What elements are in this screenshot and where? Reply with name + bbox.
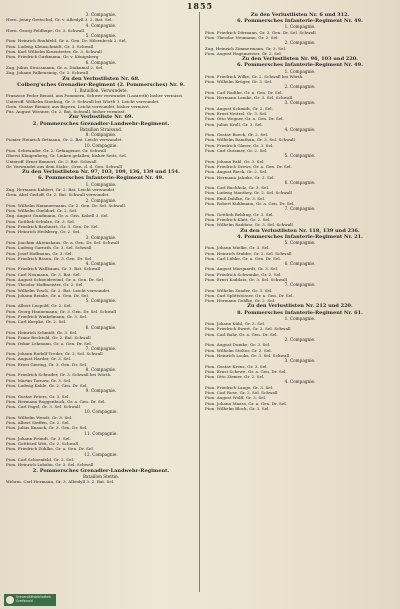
list-entry: Pion. Carl Bahr, Gr. a. Gen. Dr. Sel. (205, 331, 278, 337)
library-logo-line2: Greifswald (16, 599, 33, 603)
list-entry: Pion. Wilhelm Raddatz, Gr. 3. Sel. Schwall (205, 222, 293, 228)
list-entry: Pion. Friedrich Dörmann, Gr. 3. Gen. Dr. Sel. Schwall (205, 29, 316, 35)
list-entry: Pion. Gustav Peters, Gr. 3. Sel. (6, 393, 70, 399)
list-entry: Pion. Friedrich Lange, Gr. 3. Sel. (205, 384, 274, 390)
section-heading: Zu den Verlustlisten Nr. 118, 139 und 236. (240, 227, 360, 234)
subsection-heading: 5. Compagnie. (284, 153, 316, 159)
list-entry: Pion. Johann Mielke, Gr. 3. Sel. (205, 245, 270, 251)
list-entry: Pion. Ludwig Kleinschmidt, Gr. 3. Schwall (6, 43, 94, 49)
list-entry: Hern. Jenny Gretschel, Gr. v. Albedyll 3. 2. Bat. Sel. (6, 17, 113, 23)
subsection-heading: 11. Compagnie. (84, 430, 118, 436)
list-entry: Pion. Otto Wegner, Gr. a. Gen. Dr. Sel. (205, 116, 284, 122)
subsection-heading: 6. Compagnie. (284, 179, 316, 185)
list-entry: Pion. Friedrich Glaser, Gr. 3. Sel. (205, 142, 274, 148)
list-entry: Pion. Carl Rose, Gr. 2. Sel. Schwall (205, 390, 278, 396)
list-entry: Pion. Gottlieb Schulze, Gr. 3. Sel. (6, 218, 76, 224)
subsection-heading: 5. Compagnie. (85, 33, 117, 39)
list-entry: Pion. Carl Koepke, Gr. 2. Sel. (6, 319, 67, 325)
library-seal-icon (6, 596, 14, 604)
list-entry: Pion. Friedrich Braun, Gr. 3. Gen. Dr. Sel. (6, 255, 93, 261)
list-entry: Pion. Ernst Kaddatz, Gr. 3. Sel. Schwall (205, 276, 288, 282)
subsection-heading: 7. Compagnie. (85, 345, 117, 351)
subsection-heading: 5. Compagnie. (85, 298, 117, 304)
list-entry: Zug. Heinrich Zimmermann, Gr. 3. Sel. (205, 45, 287, 51)
list-entry: Oberst Klingenberg, Gr. Linken gefallen; bisher Seitz, Sel. (6, 153, 127, 159)
list-entry: Pion. Heinrich Stubbe, Gr. 2. Sel. Schwall (205, 250, 292, 256)
list-entry: Pion. Wilhelm Zander, Gr. 3. Sel. (205, 287, 273, 293)
section-heading: 6. Pommersches Infanterie-Regiment Nr. 49. (237, 62, 363, 69)
subsection-heading: 3. Compagnie. (85, 234, 117, 240)
list-entry: Pion. Johann Kühl, Gr. 3. Sel. (205, 321, 266, 327)
list-entry: Pion. Carl Schoenfeld, Gr. 2. Sel. (6, 457, 75, 463)
subsection-heading: 1. Bataillon. Verwundete. (74, 87, 128, 93)
section-heading: Zur Verlustliste Nr. 69. (68, 114, 134, 121)
list-entry: Pion. Heinrich Schmidt, Gr. 3. Sel. (6, 329, 78, 335)
section-heading: 2. Pommersches Grenadier-Landwehr-Regiment. (32, 467, 170, 474)
list-entry: Pion. Ludwig Manthey, Gr. 2. Sel. Schwall (205, 190, 292, 196)
list-entry: Zug. August Gundmann, Gr. a. Gen. Kabell 3. Sel. (6, 213, 109, 219)
list-entry: Pion. Friedrich Wallbaum, Gr. 3. Bat. Schwall (6, 266, 101, 272)
list-entry: Pionier Heinrich Ortmann, Gr. 2. Bat. Leicht verwundet. (6, 137, 123, 143)
subsection-heading: 4. Compagnie. (284, 126, 316, 132)
section-heading: Zu den Verlustlisten Nr. 97, 103, 109, 136, 139 und 154. (22, 169, 180, 176)
list-entry: Pion. Oskar Lehmann, Gr. a. Gen. Dr. Sel. (6, 340, 92, 346)
subsection-heading: 2. Compagnie. (85, 197, 117, 203)
list-entry: Pion. Carl Radtke, Gr. a. Gen. Dr. Sel. (205, 89, 283, 95)
subsection-heading: 10. Compagnie. (84, 142, 118, 148)
subsection-heading: 7. Compagnie. (284, 282, 316, 288)
section-heading: Colberg'sches Grenadier-Regiment (2. Pommersches) Nr. 9. (17, 81, 185, 88)
list-entry: Pion. August Wolff, Gr. 3. Sel. (205, 395, 267, 401)
list-entry: Pion. Karl Wilhelm Kosentreter, Gr. 3. Schwall (6, 49, 102, 55)
section-heading: 6. Pommersches Infanterie-Regiment Nr. 49. (237, 18, 363, 25)
list-entry: Pion. Ernst Schewe, Gr. a. Gen. Dr. Sel. (205, 368, 287, 374)
list-entry: Füs. August Wiesner, Gr. 2. Bat. Schwall, bisher vermisst. (6, 109, 126, 115)
section-heading: 8. Pommersches Infanterie-Regiment Nr. 61. (237, 309, 363, 316)
list-entry: Pion. Gustav Krenz, Gr. 3. Sel. (205, 363, 268, 369)
section-heading: Zu den Verlustlisten Nr. 6 und 312. (250, 12, 350, 18)
list-entry: Pion. August Rieck, Gr. 2. Sel. (205, 169, 268, 175)
subsection-heading: 6. Compagnie. (284, 261, 316, 267)
list-entry: Pion. Friedrich Wilke, Gr. 2. Schwall bei Wörth. (205, 73, 304, 79)
list-entry: Hern. Georg Feldhupe, Gr. 3. Schwall (6, 27, 84, 33)
list-entry: Pion. August Dumke, Gr. 3. Sel. (205, 342, 271, 348)
column-divider (199, 12, 200, 592)
subsection-heading: 6. Compagnie. (85, 59, 117, 65)
list-entry: Pion. Carl Buchholz, Gr. 3. Sel. (205, 185, 270, 191)
list-entry: Pion. Carl Neumann, Gr. 3. Bat. Sel. (6, 271, 81, 277)
list-entry: Zug. Hermann Kahlert, Gr. 2. Bat. Leicht verwundet (6, 186, 115, 192)
list-entry: Pion. Ernst Giering, Gr. 3. Gen. Dr. Sel. (6, 361, 88, 367)
list-entry: Pion. Albert Leopold, Gr. 2. Sel. (6, 303, 72, 309)
section-heading: Zu den Verlustlisten Nr. 212 und 220. (247, 303, 353, 310)
list-entry: Pion. Carl Gutzmer, Gr. 2. Sel. (205, 148, 268, 154)
list-entry: Pion. Gustav Boeck, Gr. 2. Sel. (205, 132, 269, 138)
list-entry: Pion. Wilhelm Hammermann, Gr. 2. Gen. Dr. Sel. Schwall. (6, 202, 127, 208)
subsection-heading: 3. Compagnie. (85, 12, 117, 17)
subsection-heading: 2. Compagnie. (284, 337, 316, 343)
subsection-heading: 2. Compagnie. (284, 40, 316, 46)
list-entry: Pion. Heinrich Rauhfeld, Gr. a. Gen. Dr. Hilsenbeck 2. Sel. (6, 38, 127, 44)
subsection-heading: 5. Compagnie. (284, 239, 316, 245)
list-entry: Pion. Carl Lübke, Gr. a. Gen. Dr. Sel. (205, 255, 281, 261)
list-entry: Pion. Johann Reinke, Gr. a. Gen. Dr. Sel. (6, 292, 90, 298)
subsection-heading: Bataillon Stralsund. (79, 126, 123, 132)
subsection-heading: 4. Compagnie. (85, 261, 117, 267)
list-entry: Pion. Heinrich Heilsberg, Gr. 2. Sel. (6, 229, 81, 235)
list-entry: Pion. Otto Ziemer, Gr. 2. Sel. (205, 374, 265, 380)
subsection-heading: 12. Compagnie. (84, 451, 118, 457)
library-logo-text (16, 596, 51, 604)
list-entry: Pion. Hermann Lemke, Gr. 3. Sel. Schwall (205, 95, 293, 101)
list-entry: Pion. Johann Maass, Gr. a. Gen. Dr. Sel. (205, 400, 287, 406)
list-entry: Pion. Carl Splittstösser, Gr. a. Gen. Dr. Sel. (205, 292, 294, 298)
list-entry: Gren. Abel Gerloff, Gr. 2. Bat. Schwall verwundet. (6, 192, 110, 198)
section-heading: Zu den Verlustlisten Nr. 96, 103 und 220. (242, 56, 358, 63)
list-entry: Pion. Friedrich Drews, Gr. a. Gen. Dr. Sel. (205, 163, 292, 169)
list-entry: Pion. Franz Bechtold, Gr. 2. Bat. Schwall (6, 335, 91, 341)
list-entry: Pion. Gottfried Witt, Gr. 2. Schwall (6, 441, 79, 447)
subsection-heading: 1. Compagnie. (85, 181, 117, 187)
list-entry: Pion. Josef Hoffmann, Gr. 3. Sel. (6, 250, 73, 256)
list-entry: Pion. Schwander, Gr. 2. Gefangener, Gr. Schwall (6, 148, 106, 154)
list-entry: Pion. Wilhelm Gueldorf, Gr. 2. Sel. (6, 208, 78, 214)
subsection-heading: 10. Compagnie. (84, 409, 118, 415)
list-entry: Unteroff. Wilhelm Stoebsig, Gr. 3. Schwall bei Wörth 3. Leicht verwundet. (6, 98, 160, 104)
list-entry: Pion. Friedrich Klatt, Gr. 2. Sel. (205, 216, 271, 222)
subsection-heading: 9. Compagnie. (85, 388, 117, 394)
subsection-heading: 3. Compagnie. (284, 358, 316, 364)
list-entry: Pion. Theodor Neumann, Gr. 2. Sel. (205, 35, 279, 40)
list-entry: Pion. August Harder, Gr. 3. Sel. (6, 356, 72, 362)
list-entry: Pion. Friedrich Winkelmann, Gr. 3. Sel. (6, 314, 88, 320)
section-heading: 4. Pommersches Infanterie-Regiment Nr. 21. (237, 233, 363, 240)
list-entry: Pion. August Marquardt, Gr. 3. Sel. (205, 266, 279, 272)
right-column (205, 12, 395, 592)
list-entry: Pion. Emil Dahlke, Gr. 3. Sel. (205, 195, 266, 201)
list-entry: Pion. Friedrich Zühlke, Gr. a. Gen. Dr. Sel. (6, 446, 94, 452)
list-entry: Wehrm. Carl Hermann, Gr. 3. Albedyll 3. 2. Bat. Sel. (6, 479, 115, 485)
list-entry: Pion. Hermann Jahnke, Gr. 3. Sel. (205, 174, 275, 180)
list-entry: Pion. Johann Fründt, Gr. 3. Sel. (6, 435, 71, 441)
list-entry: Pion. Martin Tornow, Gr. 3. Sel. (6, 377, 72, 383)
list-entry: Pion. Friedrich Schrader, Gr. 3. Schwall bei Wörth. (6, 372, 112, 378)
list-entry: Pion. Wilhelm Krüger, Gr. 3. Sel. (205, 79, 273, 85)
list-entry: Pion. Friedrich Ewert, Gr. 2. Sel. Schwall (205, 326, 291, 332)
subsection-heading: 1. Compagnie. (284, 24, 316, 30)
list-entry: Pion. Friedrich Schwanke, Gr. 2. Sel. (205, 271, 282, 277)
list-entry: Pion. Gottlieb Behling, Gr. 3. Sel. (205, 211, 274, 217)
list-entry: Pion. Johann Pahl, Gr. 3. Sel. (205, 158, 265, 164)
list-entry: Pion. August Hagemeister, Gr. 2. Sel. (205, 50, 283, 56)
section-heading: 6. Pommersches Infanterie-Regiment Nr. 49. (38, 175, 164, 182)
left-column (6, 12, 196, 592)
list-entry: Pion. Wilhelm Tesch, Gr. 2. Bat. Leicht verwundet. (6, 287, 111, 293)
list-entry: Pion. Julius Knaack, Gr. 3. Gen. Dr. Sel. (6, 425, 88, 431)
subsection-heading: 8. Compagnie. (85, 132, 117, 138)
list-entry: Pion. Wilhelm Block, Gr. 3. Sel. (205, 405, 270, 411)
subsection-heading: 4. Compagnie. (85, 22, 117, 28)
list-entry: Pion. Wilhelm Wendt, Gr. 3. Sel. (6, 414, 73, 420)
list-entry: Pion. Heinrich Labahn, Gr. 3. Sel. Schwall (6, 462, 94, 468)
subsection-heading: 6. Compagnie. (85, 324, 117, 330)
list-entry: Pion. Friedrich Beehnert, Gr. 3. Gen. Dr. Sel. (6, 224, 99, 230)
list-entry: Zug. Johann Falkeneinig, Gr. 3. Schwall (6, 70, 89, 76)
list-entry: Pion. Theodor Hoffmeister, Gr. 2. Sel. (6, 282, 84, 288)
list-entry: Franzose Fedor Benoit, aus Pommern, Schwer verwundet (Lazareth) bisher vermisst. (6, 93, 184, 99)
list-entry: Pion. Carl Pagel, Gr. 3. Sel. Schwall (6, 404, 80, 410)
section-heading: Zu den Verlustlisten Nr. 68. (62, 75, 140, 82)
subsection-heading: 1. Compagnie. (284, 315, 316, 321)
list-entry: Pion. Hermann Roggenbuck, Gr. a. Gen. Dr. Sel. (6, 398, 106, 404)
subsection-heading: 8. Compagnie. (85, 367, 117, 373)
list-entry: Pion. Julius Kroll, Gr. 3. Sel. (205, 121, 263, 127)
subsection-heading: 7. Compagnie. (284, 206, 316, 212)
list-entry: Gr. Verwundet aus dem Stabs-, Gren. d. d. Gen. Schwall (6, 163, 122, 169)
library-logo-line1: Universitätsbibliothek (16, 595, 51, 600)
library-logo (4, 594, 56, 606)
subsection-heading: 1. Compagnie. (284, 68, 316, 74)
list-entry: Pion. August Schmidt, Gr. 2. Sel. (205, 105, 273, 111)
list-entry: Unteroff. Ernst Bannert, Gr. 2. Bat. Schwall (6, 158, 97, 164)
list-entry: Pion. Hermann Gohlke, Gr. 2. Sel. (205, 298, 276, 304)
list-entry: Pion. Ludwig Kahle, Gr. 2. Gen. Dr. Sel. (6, 382, 88, 388)
list-entry: Pion. Ludwig Garrath, Gr. 3. Sel. Schwall (6, 245, 92, 251)
list-entry: Pion. August Schneidewind, Gr. a. Gen. Dr. Sel. (6, 276, 105, 282)
list-entry: Pion. Wilhelm Ramthun, Gr. 3. Sel. Schwall (205, 137, 295, 143)
subsection-heading: 3. Compagnie. (284, 100, 316, 106)
list-entry: Gren. Gustav Riemer, aus Bayern, Leicht verwundet, bisher vermisst. (6, 103, 151, 109)
list-entry: Pion. Friedrich Gurkmann, Gr. v. Königsberg (6, 54, 99, 60)
subsection-heading: 4. Compagnie. (284, 379, 316, 385)
list-entry: Zug. Julius Strassmann, Gr. a. Diaknmal 2. Sel. (6, 64, 104, 70)
section-heading: 2. Pommersches Grenadier-Landwehr-Regiment. (32, 120, 170, 127)
list-entry: Pion. Georg Hannemann, Gr. 3. Gen. Dr. Sel. Schwall (6, 308, 117, 314)
subsection-heading: Bataillon Stettin. (82, 473, 120, 479)
list-entry: Pion. Wilhelm Stelter, Gr. 2. Sel. (205, 347, 272, 353)
list-entry: Pion. Joachim Ahrenshaus, Gr. a. Gen. Dr. Sel. Schwall (6, 239, 120, 245)
list-entry: Pion. Johann Rudolf Treder, Gr. 2. Sel. Schwall (6, 351, 103, 357)
list-entry: Pion. Robert Kuhlmann, Gr. a. Gen. Dr. Sel. (205, 201, 295, 207)
list-entry: Pion. Ernst Neitzel, Gr. 3. Sel. (205, 110, 268, 116)
list-entry: Pion. Albert Steffen, Gr. 2. Sel. (6, 420, 70, 425)
list-entry: Pion. Heinrich Looks, Gr. 3. Sel. Schwall (205, 352, 290, 358)
subsection-heading: 2. Compagnie. (284, 84, 316, 90)
page-number: 1855 (186, 1, 214, 11)
